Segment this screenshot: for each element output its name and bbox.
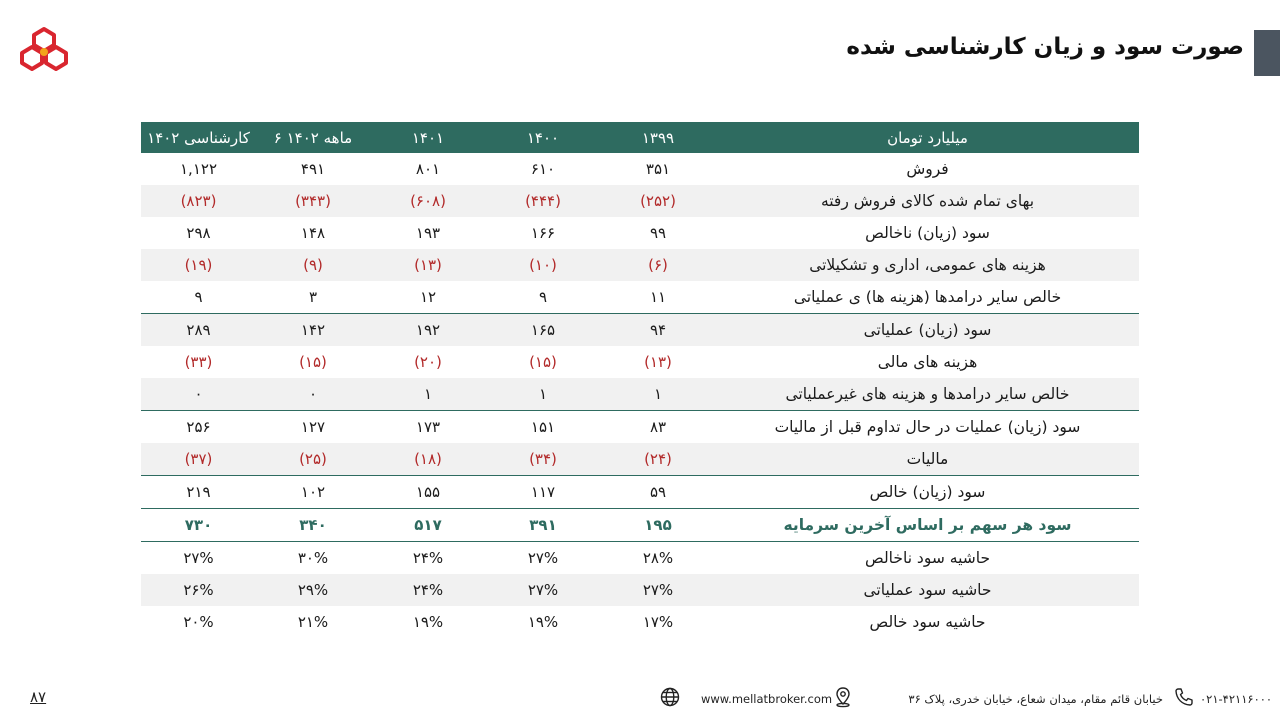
value-cell: ۱۶۶ [530, 224, 556, 242]
website-link[interactable]: www.mellatbroker.com [701, 692, 833, 706]
footer [0, 680, 1280, 720]
page-number: ۸۷ [30, 688, 47, 706]
row-label: سود (زیان) خالص [869, 483, 986, 501]
value-cell: ۲۱۹ [186, 483, 211, 501]
address-text: خیابان قائم مقام، میدان شعاع، خیابان خدری، پلاک ۳۶ [908, 692, 1163, 706]
header-cell: ۱۴۰۱ [411, 128, 445, 147]
value-cell: ۲۵۶ [186, 418, 211, 436]
row-label: بهای تمام شده کالای فروش رفته [820, 192, 1035, 210]
value-cell: ۱۷% [642, 613, 674, 631]
value-cell: ۶۱۰ [530, 160, 556, 178]
value-cell: ۳ [256, 281, 370, 314]
table-row [141, 542, 1139, 575]
row-label: هزینه های عمومی، اداری و تشکیلاتی [809, 256, 1046, 274]
value-cell: (۲۵۲) [640, 192, 676, 210]
table-row [141, 346, 1139, 378]
value-cell: (۲۵) [256, 443, 370, 476]
row-label: سود (زیان) عملیات در حال تداوم قبل از مالیات [774, 418, 1081, 436]
table-header-row [141, 122, 1139, 153]
table-row [141, 281, 1139, 314]
value-cell: ۷۳۰ [141, 509, 256, 542]
value-cell: ۲۴% [412, 581, 444, 599]
value-cell: (۱۹) [184, 256, 213, 274]
value-cell: ۱۱ [600, 281, 716, 314]
table-row [141, 443, 1139, 476]
value-cell: ۰ [141, 378, 256, 411]
value-cell: ۱ [370, 378, 486, 411]
value-cell: (۳۴۳) [295, 192, 331, 210]
value-cell: ۹۹ [649, 224, 667, 242]
header-cell: ۶ ماهه ۱۴۰۲ [273, 128, 353, 147]
value-cell: (۱۳) [414, 256, 442, 274]
value-cell: (۶) [648, 256, 668, 274]
value-cell: ۱ [486, 378, 600, 411]
table-row [141, 574, 1139, 606]
value-cell: ۱۲۷ [300, 418, 326, 436]
title-accent-bar [1254, 30, 1280, 76]
value-cell: ۲۸۹ [186, 321, 211, 339]
row-label: خالص سایر درامدها (هزینه ها) ی عملیاتی [716, 281, 1139, 314]
table-row [141, 606, 1139, 638]
row-label: فروش [906, 160, 949, 178]
value-cell: ۹ [486, 281, 600, 314]
table-row [141, 153, 1139, 185]
table-row [141, 476, 1139, 509]
value-cell: ۱۱۷ [530, 483, 556, 501]
row-label: هزینه های مالی [877, 353, 978, 371]
value-cell: ۲۷% [527, 549, 559, 567]
value-cell: ۱۰۲ [300, 483, 326, 501]
location-icon [832, 686, 854, 708]
value-cell: ۳۰% [297, 549, 329, 567]
value-cell: (۱۵) [529, 353, 557, 371]
value-cell: ۱۹% [527, 613, 559, 631]
value-cell: ۳۴۰ [256, 509, 370, 542]
value-cell: ۵۱۷ [370, 509, 486, 542]
value-cell: ۱۹۵ [600, 509, 716, 542]
value-cell: ۳۹۱ [486, 509, 600, 542]
value-cell: ۲۱% [297, 613, 329, 631]
table-row [141, 185, 1139, 217]
header-cell: کارشناسی ۱۴۰۲ [147, 128, 250, 147]
row-label: حاشیه سود عملیاتی [863, 581, 992, 599]
row-label: مالیات [716, 443, 1139, 476]
value-cell: (۲۴) [600, 443, 716, 476]
row-label: خالص سایر درامدها و هزینه های غیرعملیاتی [716, 378, 1139, 411]
value-cell: (۱۸) [370, 443, 486, 476]
value-cell: ۲۷% [527, 581, 559, 599]
value-cell: (۶۰۸) [410, 192, 446, 210]
value-cell: ۱۹۳ [415, 224, 441, 242]
value-cell: ۱۵۱ [530, 418, 556, 436]
value-cell: (۹) [303, 256, 323, 274]
header-cell: میلیارد تومان [887, 128, 968, 147]
eps-row [141, 509, 1139, 542]
value-cell: ۱۹% [412, 613, 444, 631]
phone-icon [1173, 686, 1195, 708]
company-logo [20, 26, 68, 76]
header-cell: ۱۴۰۰ [526, 128, 560, 147]
row-label: سود (زیان) عملیاتی [863, 321, 992, 339]
value-cell: ۱۲ [370, 281, 486, 314]
row-label: حاشیه سود ناخالص [864, 549, 991, 567]
value-cell: (۱۵) [299, 353, 327, 371]
row-label: سود (زیان) ناخالص [865, 224, 990, 242]
table-row [141, 378, 1139, 411]
value-cell: (۳۷) [141, 443, 256, 476]
value-cell: ۱,۱۲۲ [180, 160, 217, 178]
value-cell: (۳۴) [486, 443, 600, 476]
value-cell: ۵۹ [649, 483, 667, 501]
value-cell: ۲۷% [183, 549, 214, 567]
value-cell: (۱۰) [529, 256, 557, 274]
value-cell: ۲۸% [642, 549, 674, 567]
value-cell: ۱۴۲ [300, 321, 326, 339]
income-statement-table [141, 122, 1139, 638]
table-row [141, 217, 1139, 249]
value-cell: ۲۷% [642, 581, 674, 599]
phone-number: ۰۲۱-۴۲۱۱۶۰۰۰ [1200, 692, 1273, 706]
value-cell: ۴۹۱ [300, 160, 326, 178]
value-cell: ۹ [141, 281, 256, 314]
table-row [141, 314, 1139, 347]
row-label: حاشیه سود خالص [869, 613, 986, 631]
value-cell: ۸۳ [649, 418, 667, 436]
value-cell: (۲۰) [414, 353, 442, 371]
value-cell: ۱۹۲ [415, 321, 441, 339]
table-row [141, 249, 1139, 281]
value-cell: ۲۶% [183, 581, 214, 599]
value-cell: ۹۴ [649, 321, 667, 339]
value-cell: ۸۰۱ [415, 160, 441, 178]
value-cell: ۱۴۸ [300, 224, 326, 242]
value-cell: ۲۹% [297, 581, 329, 599]
value-cell: ۰ [256, 378, 370, 411]
value-cell: ۲۴% [412, 549, 444, 567]
value-cell: ۲۰% [183, 613, 214, 631]
value-cell: ۱ [600, 378, 716, 411]
page-title: صورت سود و زیان کارشناسی شده [846, 34, 1244, 60]
row-label: سود هر سهم بر اساس آخرین سرمایه [716, 509, 1139, 542]
value-cell: ۲۹۸ [186, 224, 211, 242]
value-cell: ۳۵۱ [645, 160, 671, 178]
value-cell: ۱۷۳ [415, 418, 441, 436]
table-row [141, 411, 1139, 444]
value-cell: (۴۴۴) [525, 192, 561, 210]
header-cell: ۱۳۹۹ [641, 128, 675, 147]
value-cell: (۳۳) [184, 353, 213, 371]
value-cell: ۱۶۵ [530, 321, 556, 339]
value-cell: (۸۲۳) [180, 192, 217, 210]
value-cell: (۱۳) [644, 353, 672, 371]
value-cell: ۱۵۵ [415, 483, 441, 501]
globe-icon [659, 686, 681, 708]
